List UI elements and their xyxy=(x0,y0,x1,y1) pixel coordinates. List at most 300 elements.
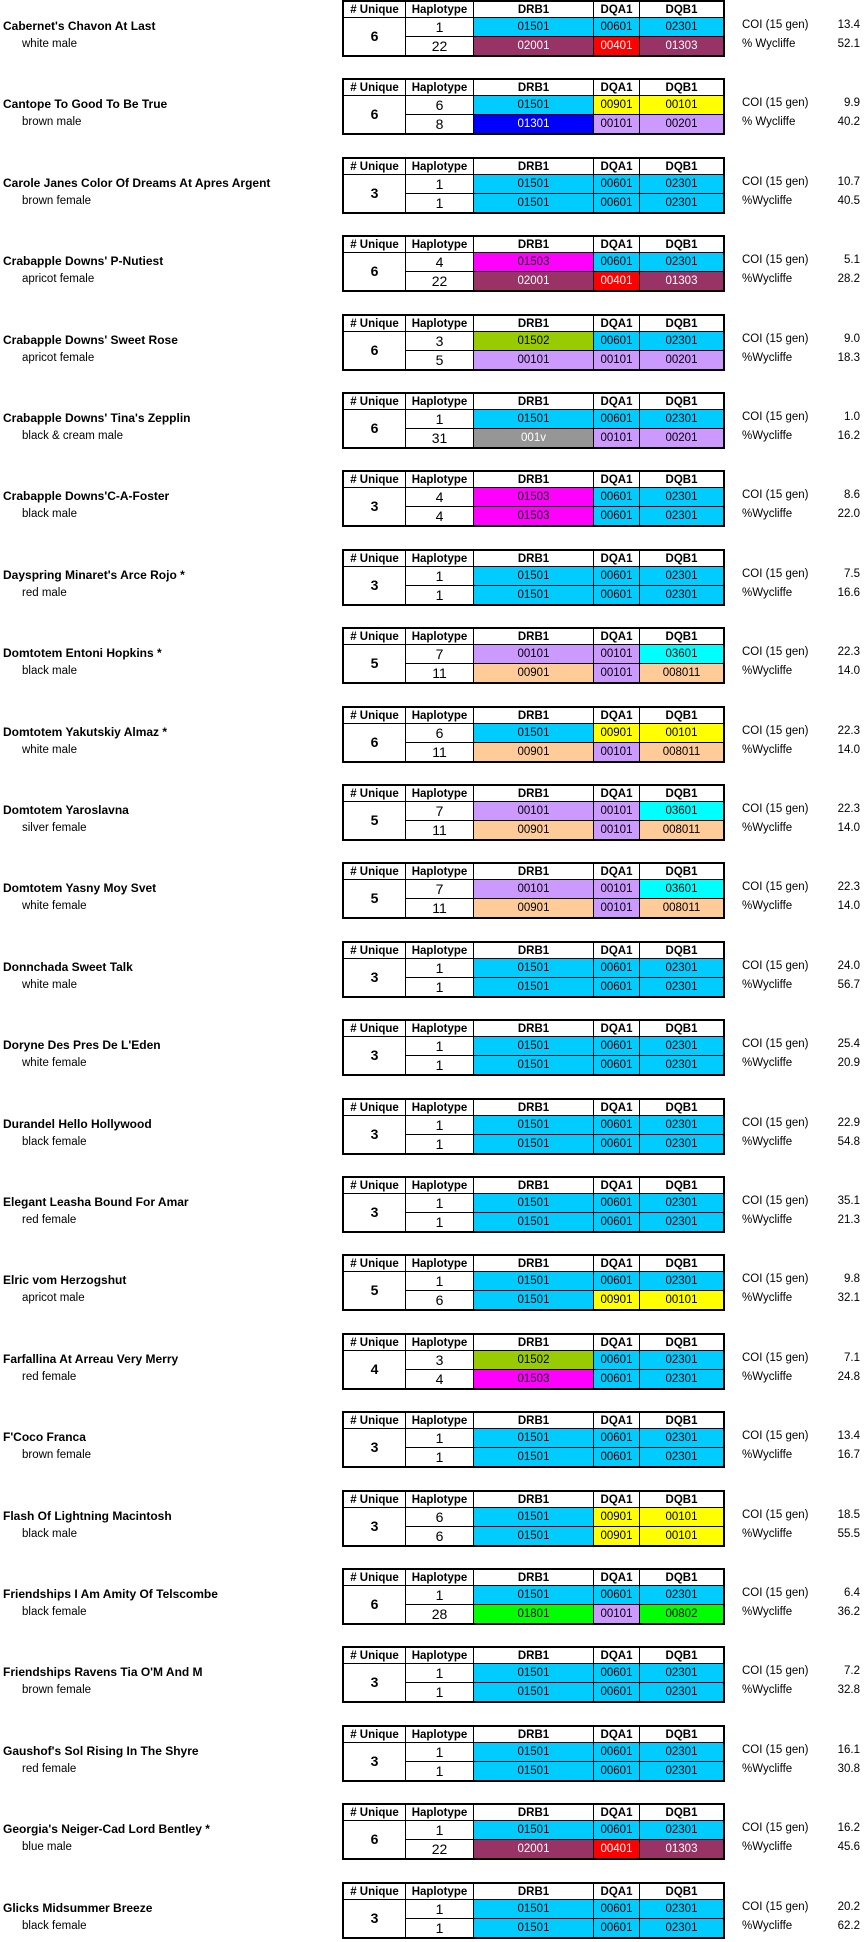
wycliffe-label: %Wycliffe xyxy=(742,1449,793,1462)
header-drb1: DRB1 xyxy=(474,864,594,880)
coi-label: COI (15 gen) xyxy=(742,97,809,110)
coi-value: 18.5 xyxy=(837,1508,860,1521)
dqa1-allele: 00601 xyxy=(594,1664,640,1683)
haplotype-table xyxy=(342,1176,725,1233)
dog-name: Carole Janes Color Of Dreams At Apres Argent xyxy=(3,175,271,190)
header-unique: # Unique xyxy=(344,1335,406,1351)
haplotype-2: 4 xyxy=(406,1370,474,1388)
wycliffe-label: %Wycliffe xyxy=(742,743,793,756)
drb1-allele: 01501 xyxy=(474,96,594,115)
header-dqa1: DQA1 xyxy=(594,237,640,253)
dqb1-allele: 00101 xyxy=(640,1291,723,1309)
dqb1-allele: 02301 xyxy=(640,1135,723,1153)
header-unique: # Unique xyxy=(344,472,406,488)
dqa1-allele: 00901 xyxy=(594,724,640,743)
header-dqa1: DQA1 xyxy=(594,629,640,645)
coi-value: 9.9 xyxy=(844,97,860,110)
header-unique: # Unique xyxy=(344,1648,406,1664)
header-dqb1: DQB1 xyxy=(640,1413,723,1429)
haplotype-2: 11 xyxy=(406,743,474,761)
header-drb1: DRB1 xyxy=(474,708,594,724)
header-dqb1: DQB1 xyxy=(640,864,723,880)
header-dqa1: DQA1 xyxy=(594,472,640,488)
drb1-allele: 01501 xyxy=(474,1056,594,1074)
dqa1-allele: 00601 xyxy=(594,978,640,996)
haplotype-2: 11 xyxy=(406,899,474,917)
dqa1-allele: 00601 xyxy=(594,507,640,525)
dog-description: black male xyxy=(22,508,77,521)
header-haplotype: Haplotype xyxy=(406,1884,474,1900)
dqa1-allele: 00901 xyxy=(594,1291,640,1309)
dog-record xyxy=(0,1254,867,1314)
coi-value: 22.3 xyxy=(837,881,860,894)
haplotype-table xyxy=(342,1098,725,1155)
header-unique: # Unique xyxy=(344,1805,406,1821)
dqa1-allele: 00601 xyxy=(594,175,640,194)
dqb1-allele: 01303 xyxy=(640,272,723,290)
header-drb1: DRB1 xyxy=(474,1648,594,1664)
dog-name: Crabapple Downs' Tina's Zepplin xyxy=(3,411,191,425)
haplotype-table xyxy=(342,1254,725,1311)
header-dqa1: DQA1 xyxy=(594,551,640,567)
dqb1-allele: 03601 xyxy=(640,645,723,664)
coi-value: 9.0 xyxy=(844,332,860,345)
haplotype-2: 4 xyxy=(406,507,474,525)
header-unique: # Unique xyxy=(344,80,406,96)
header-dqb1: DQB1 xyxy=(640,1335,723,1351)
header-haplotype: Haplotype xyxy=(406,1570,474,1586)
wycliffe-label: %Wycliffe xyxy=(742,430,793,442)
drb1-allele: 001v xyxy=(474,429,594,447)
header-drb1: DRB1 xyxy=(474,1492,594,1508)
haplotype-2: 1 xyxy=(406,1762,474,1780)
drb1-allele: 01501 xyxy=(474,1586,594,1605)
dog-description: black female xyxy=(22,1606,87,1618)
dqa1-allele: 00601 xyxy=(594,1919,640,1937)
dog-description: white female xyxy=(22,900,87,913)
haplotype-table xyxy=(342,392,725,449)
header-haplotype: Haplotype xyxy=(406,708,474,724)
wycliffe-label: %Wycliffe xyxy=(742,508,793,521)
coi-label: COI (15 gen) xyxy=(742,724,809,737)
header-drb1: DRB1 xyxy=(474,1021,594,1037)
dqb1-allele: 02301 xyxy=(640,1586,723,1605)
coi-label: COI (15 gen) xyxy=(742,1587,809,1599)
header-haplotype: Haplotype xyxy=(406,1021,474,1037)
header-haplotype: Haplotype xyxy=(406,80,474,96)
coi-value: 1.0 xyxy=(844,411,860,423)
header-dqb1: DQB1 xyxy=(640,237,723,253)
dog-record xyxy=(0,1176,867,1236)
wycliffe-value: 52.1 xyxy=(837,38,860,50)
coi-label: COI (15 gen) xyxy=(742,1900,809,1913)
header-dqb1: DQB1 xyxy=(640,2,723,18)
header-haplotype: Haplotype xyxy=(406,551,474,567)
header-unique: # Unique xyxy=(344,394,406,410)
unique-count: 6 xyxy=(344,724,406,761)
header-drb1: DRB1 xyxy=(474,316,594,332)
header-dqb1: DQB1 xyxy=(640,1492,723,1508)
dqa1-allele: 00101 xyxy=(594,429,640,447)
haplotype-table xyxy=(342,1568,725,1625)
coi-value: 13.4 xyxy=(837,19,860,31)
dqa1-allele: 00601 xyxy=(594,410,640,429)
haplotype-table xyxy=(342,1490,725,1547)
dog-description: brown male xyxy=(22,116,82,129)
drb1-allele: 02001 xyxy=(474,1840,594,1858)
dqa1-allele: 00601 xyxy=(594,1900,640,1919)
drb1-allele: 01501 xyxy=(474,1821,594,1840)
haplotype-2: 1 xyxy=(406,1213,474,1231)
unique-count: 5 xyxy=(344,1272,406,1309)
header-dqb1: DQB1 xyxy=(640,1570,723,1586)
header-dqb1: DQB1 xyxy=(640,80,723,96)
dqa1-allele: 00401 xyxy=(594,37,640,55)
haplotype-2: 1 xyxy=(406,1135,474,1153)
haplotype-1: 1 xyxy=(406,1194,474,1213)
header-drb1: DRB1 xyxy=(474,1335,594,1351)
dog-record xyxy=(0,314,867,374)
haplotype-2: 22 xyxy=(406,1840,474,1858)
dqb1-allele: 02301 xyxy=(640,1429,723,1448)
dqb1-allele: 02301 xyxy=(640,586,723,604)
wycliffe-label: %Wycliffe xyxy=(742,1684,793,1697)
dog-description: red female xyxy=(22,1214,77,1226)
header-drb1: DRB1 xyxy=(474,1100,594,1116)
header-haplotype: Haplotype xyxy=(406,864,474,880)
coi-value: 7.2 xyxy=(844,1665,860,1678)
dog-name: Dayspring Minaret's Arce Rojo * xyxy=(3,567,185,582)
header-dqa1: DQA1 xyxy=(594,1492,640,1508)
header-dqb1: DQB1 xyxy=(640,1884,723,1900)
coi-value: 9.8 xyxy=(844,1273,860,1286)
dog-description: apricot male xyxy=(22,1292,85,1305)
drb1-allele: 01501 xyxy=(474,1429,594,1448)
dqb1-allele: 01303 xyxy=(640,1840,723,1858)
dog-name: Domtotem Yaroslavna xyxy=(3,803,129,817)
header-dqa1: DQA1 xyxy=(594,80,640,96)
haplotype-table xyxy=(342,1646,725,1703)
haplotype-1: 1 xyxy=(406,1272,474,1291)
dog-description: brown female xyxy=(22,194,92,207)
dog-name: Durandel Hello Hollywood xyxy=(3,1116,152,1131)
dqa1-allele: 00601 xyxy=(594,567,640,586)
header-haplotype: Haplotype xyxy=(406,472,474,488)
coi-value: 35.1 xyxy=(837,1195,860,1207)
dog-record xyxy=(0,1019,867,1079)
dog-record xyxy=(0,157,867,217)
dqa1-allele: 00101 xyxy=(594,880,640,899)
haplotype-1: 1 xyxy=(406,18,474,37)
wycliffe-value: 30.8 xyxy=(837,1762,860,1775)
header-drb1: DRB1 xyxy=(474,551,594,567)
dqb1-allele: 00101 xyxy=(640,1527,723,1545)
dqb1-allele: 008011 xyxy=(640,899,723,917)
dog-record xyxy=(0,549,867,609)
dqb1-allele: 02301 xyxy=(640,1821,723,1840)
header-haplotype: Haplotype xyxy=(406,159,474,175)
dog-description: black male xyxy=(22,1527,77,1540)
dqa1-allele: 00601 xyxy=(594,1351,640,1370)
header-drb1: DRB1 xyxy=(474,472,594,488)
drb1-allele: 01502 xyxy=(474,1351,594,1370)
drb1-allele: 01501 xyxy=(474,978,594,996)
haplotype-1: 4 xyxy=(406,488,474,507)
wycliffe-label: %Wycliffe xyxy=(742,586,793,599)
coi-value: 10.7 xyxy=(837,175,860,188)
haplotype-table xyxy=(342,235,725,292)
haplotype-1: 3 xyxy=(406,332,474,351)
dqb1-allele: 02301 xyxy=(640,1762,723,1780)
dqb1-allele: 02301 xyxy=(640,1351,723,1370)
dqb1-allele: 03601 xyxy=(640,880,723,899)
wycliffe-label: %Wycliffe xyxy=(742,194,793,207)
drb1-allele: 02001 xyxy=(474,37,594,55)
haplotype-2: 1 xyxy=(406,586,474,604)
dqb1-allele: 00201 xyxy=(640,429,723,447)
dqa1-allele: 00101 xyxy=(594,802,640,821)
dog-name: Friendships I Am Amity Of Telscombe xyxy=(3,1587,218,1601)
header-drb1: DRB1 xyxy=(474,786,594,802)
dqa1-allele: 00601 xyxy=(594,1213,640,1231)
dog-name: Crabapple Downs' Sweet Rose xyxy=(3,332,178,347)
unique-count: 6 xyxy=(344,1586,406,1623)
header-dqa1: DQA1 xyxy=(594,316,640,332)
drb1-allele: 01801 xyxy=(474,1605,594,1623)
dog-record xyxy=(0,78,867,138)
haplotype-table xyxy=(342,862,725,919)
dqb1-allele: 02301 xyxy=(640,18,723,37)
dqa1-allele: 00601 xyxy=(594,586,640,604)
drb1-allele: 01501 xyxy=(474,1919,594,1937)
coi-value: 22.3 xyxy=(837,803,860,815)
header-unique: # Unique xyxy=(344,1884,406,1900)
header-unique: # Unique xyxy=(344,1256,406,1272)
dqb1-allele: 02301 xyxy=(640,507,723,525)
dog-record xyxy=(0,1803,867,1863)
header-unique: # Unique xyxy=(344,1570,406,1586)
drb1-allele: 01503 xyxy=(474,1370,594,1388)
dog-description: red female xyxy=(22,1762,77,1775)
drb1-allele: 01501 xyxy=(474,724,594,743)
header-drb1: DRB1 xyxy=(474,1570,594,1586)
dqb1-allele: 008011 xyxy=(640,821,723,839)
header-dqa1: DQA1 xyxy=(594,1884,640,1900)
wycliffe-label: %Wycliffe xyxy=(742,665,793,678)
wycliffe-label: %Wycliffe xyxy=(742,1841,793,1854)
coi-label: COI (15 gen) xyxy=(742,567,809,580)
drb1-allele: 01501 xyxy=(474,586,594,604)
haplotype-1: 4 xyxy=(406,253,474,272)
wycliffe-value: 45.6 xyxy=(837,1841,860,1854)
dqb1-allele: 02301 xyxy=(640,1743,723,1762)
dog-name: Cantope To Good To Be True xyxy=(3,97,168,112)
header-unique: # Unique xyxy=(344,786,406,802)
dog-record xyxy=(0,784,867,844)
unique-count: 6 xyxy=(344,410,406,447)
dqb1-allele: 00101 xyxy=(640,724,723,743)
dog-record xyxy=(0,1411,867,1471)
dog-record xyxy=(0,706,867,766)
dog-name: Georgia's Neiger-Cad Lord Bentley * xyxy=(3,1822,210,1837)
haplotype-2: 1 xyxy=(406,978,474,996)
wycliffe-label: %Wycliffe xyxy=(742,1919,793,1932)
header-haplotype: Haplotype xyxy=(406,1805,474,1821)
dog-record xyxy=(0,0,867,60)
header-dqa1: DQA1 xyxy=(594,1256,640,1272)
header-haplotype: Haplotype xyxy=(406,1648,474,1664)
dqa1-allele: 00601 xyxy=(594,488,640,507)
dqb1-allele: 02301 xyxy=(640,1919,723,1937)
wycliffe-label: % Wycliffe xyxy=(742,38,796,50)
dog-record xyxy=(0,627,867,687)
dqb1-allele: 008011 xyxy=(640,664,723,682)
dog-description: brown female xyxy=(22,1449,92,1462)
drb1-allele: 01501 xyxy=(474,1683,594,1701)
wycliffe-label: % Wycliffe xyxy=(742,116,796,129)
coi-label: COI (15 gen) xyxy=(742,646,809,659)
dqb1-allele: 02301 xyxy=(640,1900,723,1919)
coi-value: 24.0 xyxy=(837,959,860,972)
coi-label: COI (15 gen) xyxy=(742,1822,809,1835)
dqb1-allele: 02301 xyxy=(640,1683,723,1701)
header-unique: # Unique xyxy=(344,1492,406,1508)
header-unique: # Unique xyxy=(344,1178,406,1194)
haplotype-table xyxy=(342,78,725,135)
haplotype-1: 6 xyxy=(406,96,474,115)
drb1-allele: 01501 xyxy=(474,1135,594,1153)
haplotype-1: 7 xyxy=(406,802,474,821)
haplotype-table xyxy=(342,1411,725,1468)
coi-value: 22.3 xyxy=(837,724,860,737)
header-unique: # Unique xyxy=(344,1413,406,1429)
dog-name: Doryne Des Pres De L'Eden xyxy=(3,1038,161,1053)
wycliffe-value: 32.1 xyxy=(837,1292,860,1305)
haplotype-1: 7 xyxy=(406,645,474,664)
dog-name: Donnchada Sweet Talk xyxy=(3,959,133,974)
dog-name: Domtotem Yasny Moy Svet xyxy=(3,881,157,896)
dog-description: white male xyxy=(22,978,77,991)
haplotype-table xyxy=(342,314,725,371)
wycliffe-value: 18.3 xyxy=(837,351,860,364)
dqb1-allele: 02301 xyxy=(640,332,723,351)
dqa1-allele: 00601 xyxy=(594,253,640,272)
wycliffe-value: 22.0 xyxy=(837,508,860,521)
dqb1-allele: 00201 xyxy=(640,115,723,133)
dqa1-allele: 00601 xyxy=(594,1586,640,1605)
coi-label: COI (15 gen) xyxy=(742,803,809,815)
unique-count: 3 xyxy=(344,1116,406,1153)
dqa1-allele: 00601 xyxy=(594,1135,640,1153)
header-drb1: DRB1 xyxy=(474,1727,594,1743)
haplotype-1: 1 xyxy=(406,1116,474,1135)
coi-value: 25.4 xyxy=(837,1038,860,1051)
dog-name: Glicks Midsummer Breeze xyxy=(3,1900,153,1915)
wycliffe-label: %Wycliffe xyxy=(742,900,793,913)
dqa1-allele: 00601 xyxy=(594,1448,640,1466)
drb1-allele: 01501 xyxy=(474,1116,594,1135)
dog-description: black female xyxy=(22,1919,87,1932)
header-haplotype: Haplotype xyxy=(406,1335,474,1351)
header-drb1: DRB1 xyxy=(474,1884,594,1900)
header-drb1: DRB1 xyxy=(474,629,594,645)
haplotype-2: 6 xyxy=(406,1527,474,1545)
dqb1-allele: 02301 xyxy=(640,488,723,507)
header-drb1: DRB1 xyxy=(474,943,594,959)
dog-record xyxy=(0,1646,867,1706)
dog-record xyxy=(0,941,867,1001)
coi-label: COI (15 gen) xyxy=(742,1508,809,1521)
dqb1-allele: 02301 xyxy=(640,1370,723,1388)
dog-description: apricot female xyxy=(22,273,95,286)
header-unique: # Unique xyxy=(344,316,406,332)
coi-label: COI (15 gen) xyxy=(742,489,809,502)
unique-count: 3 xyxy=(344,567,406,604)
drb1-allele: 01501 xyxy=(474,1900,594,1919)
drb1-allele: 01503 xyxy=(474,253,594,272)
coi-label: COI (15 gen) xyxy=(742,959,809,972)
haplotype-1: 1 xyxy=(406,1821,474,1840)
drb1-allele: 00901 xyxy=(474,664,594,682)
wycliffe-label: %Wycliffe xyxy=(742,1527,793,1540)
wycliffe-label: %Wycliffe xyxy=(742,1606,793,1618)
dog-description: black & cream male xyxy=(22,430,123,442)
header-unique: # Unique xyxy=(344,1100,406,1116)
dog-description: blue male xyxy=(22,1841,72,1854)
header-drb1: DRB1 xyxy=(474,237,594,253)
wycliffe-value: 24.8 xyxy=(837,1370,860,1383)
haplotype-1: 6 xyxy=(406,1508,474,1527)
haplotype-2: 1 xyxy=(406,1919,474,1937)
dqb1-allele: 00101 xyxy=(640,1508,723,1527)
haplotype-1: 3 xyxy=(406,1351,474,1370)
dqb1-allele: 02301 xyxy=(640,1116,723,1135)
dog-description: white male xyxy=(22,743,77,756)
coi-label: COI (15 gen) xyxy=(742,1195,809,1207)
haplotype-2: 11 xyxy=(406,821,474,839)
drb1-allele: 01501 xyxy=(474,567,594,586)
header-dqa1: DQA1 xyxy=(594,943,640,959)
dqa1-allele: 00101 xyxy=(594,743,640,761)
drb1-allele: 01501 xyxy=(474,1664,594,1683)
header-dqa1: DQA1 xyxy=(594,1648,640,1664)
dqb1-allele: 02301 xyxy=(640,978,723,996)
unique-count: 3 xyxy=(344,175,406,212)
dog-record xyxy=(0,1098,867,1158)
dog-description: white male xyxy=(22,38,77,50)
coi-label: COI (15 gen) xyxy=(742,1743,809,1756)
drb1-allele: 01501 xyxy=(474,1762,594,1780)
haplotype-1: 7 xyxy=(406,880,474,899)
haplotype-table xyxy=(342,0,725,57)
coi-value: 22.3 xyxy=(837,646,860,659)
drb1-allele: 01501 xyxy=(474,175,594,194)
unique-count: 3 xyxy=(344,1900,406,1937)
dqa1-allele: 00101 xyxy=(594,821,640,839)
dqb1-allele: 02301 xyxy=(640,1664,723,1683)
drb1-allele: 00101 xyxy=(474,802,594,821)
wycliffe-value: 40.2 xyxy=(837,116,860,129)
drb1-allele: 01501 xyxy=(474,1448,594,1466)
haplotype-1: 1 xyxy=(406,1586,474,1605)
haplotype-2: 1 xyxy=(406,194,474,212)
wycliffe-value: 21.3 xyxy=(837,1214,860,1226)
wycliffe-label: %Wycliffe xyxy=(742,1057,793,1070)
header-dqa1: DQA1 xyxy=(594,1021,640,1037)
dqa1-allele: 00601 xyxy=(594,1194,640,1213)
drb1-allele: 00101 xyxy=(474,645,594,664)
drb1-allele: 01501 xyxy=(474,1194,594,1213)
